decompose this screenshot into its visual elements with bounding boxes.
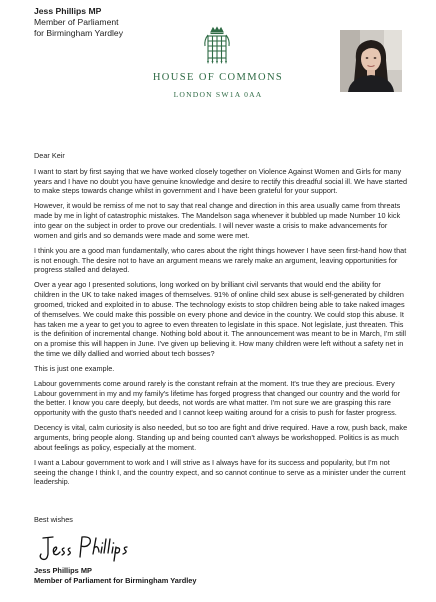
portcullis-icon xyxy=(200,26,234,66)
portrait-image xyxy=(340,30,402,92)
paragraph-7: Decency is vital, calm curiosity is also needed, but so too are fight and drive required. Have a row, push back, make arguments, bring people along. Standing up and being counted can't always be workshopped. Politics is as much about feelings as policy, especially at the moment. xyxy=(34,423,408,452)
sender-block xyxy=(34,6,123,39)
signature-title: Member of Parliament for Birmingham Yardley xyxy=(34,576,197,585)
paragraph-4: Over a year ago I presented solutions, long worked on by brilliant civil servants that would end the ability for children in the UK to take naked images of themselves. 91% of online child sex abuse is self-generated by children groomed, tricked and exploited in to abuse. The technology exists to stop children being able to take naked images of themselves. We could make this possible on every phone and device in the country. We could stop this abuse. It has taken me a year to get you to agree to even threaten to legislate in this space. Not legislate, just threaten. This is the definition of incremental change. Nothing bold about it. The announcement was meant to be in March, I'm still on a promise this will happen in June. I've given up believing it. How many children were left without a safety net in the time we dilly dallied and worried about tech bosses? xyxy=(34,280,406,358)
closing: Best wishes xyxy=(34,515,73,524)
letter-body xyxy=(34,151,408,492)
signature-name: Jess Phillips MP xyxy=(34,566,92,575)
paragraph-5: This is just one example. xyxy=(34,363,115,373)
sender-name: Jess Phillips MP xyxy=(34,6,102,16)
salutation: Dear Keir xyxy=(34,151,65,160)
portrait-photo xyxy=(340,30,402,92)
house-title: HOUSE OF COMMONS xyxy=(152,72,284,83)
paragraph-3: I think you are a good man fundamentally, who cares about the right things however I have seen first-hand how that is not enough. The desire not to have an argument means we rarely make an argument, leaving opportunities for progress stalled and delayed. xyxy=(34,245,407,275)
paragraph-6: Labour governments come around rarely is the constant refrain at the moment. It's true they are precious. Every Labour government in my and my family's lifetime has forged progress that changed our country and the world for the better. I know you care deeply, but deeds, not words are what matter. I'm not sure we are grasping this rare opportunity with the gusto that's needed and I cannot keep waiting around for a crisis to push for faster progress. xyxy=(34,378,401,418)
house-address: LONDON SW1A 0AA xyxy=(173,90,263,99)
handwritten-signature xyxy=(36,530,136,566)
paragraph-8: I want a Labour government to work and I will strive as I always have for its success and popularity, but I'm not seeing the change I think I, and the country expect, and so cannot continue to serve as a minister under the current leadership. xyxy=(34,457,406,487)
sender-constituency: for Birmingham Yardley xyxy=(34,28,123,38)
sender-role: Member of Parliament xyxy=(34,17,119,27)
paragraph-1: I want to start by first saying that we have worked closely together on Violence Against Women and Girls for many years and I have no doubt you have genuine knowledge and desire to rectify this dreadful social ill. We have started to make steps towards change whilst in government and I have been grateful for your support. xyxy=(34,166,408,196)
paragraph-2: However, it would be remiss of me not to say that real change and direction in this area usually came from threats made by me in light of catastrophic mistakes. The Mandelson saga whenever it bubbled up made Number 10 kick into gear on the subject in order to prove our credentials. I will never waste a crisis to make advancements for women and girls and so demands were made and some were met. xyxy=(34,201,401,240)
signature-block xyxy=(34,566,197,586)
